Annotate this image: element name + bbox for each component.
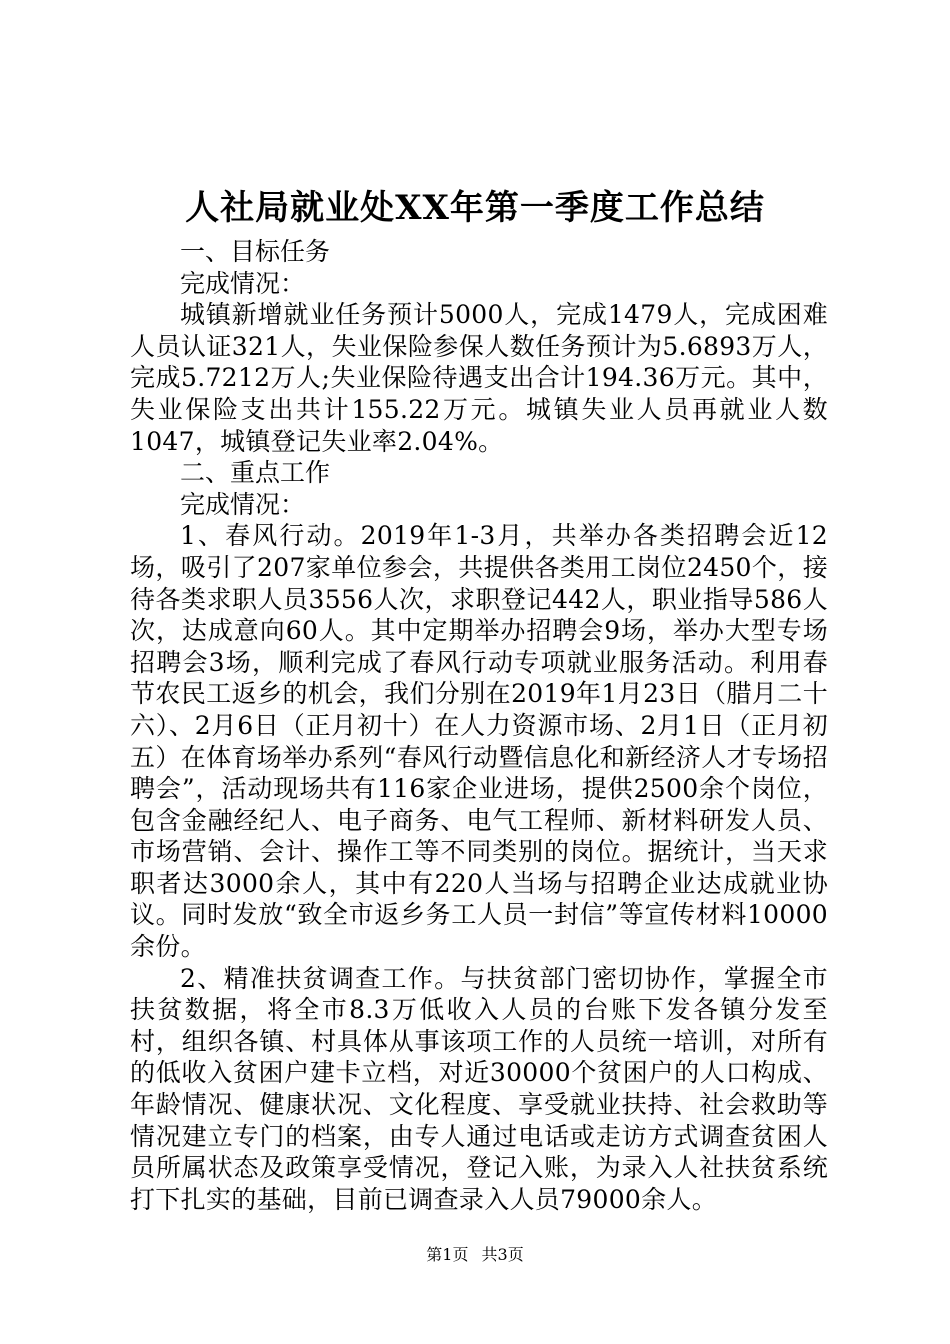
page-total: 共3页: [481, 1245, 524, 1264]
paragraph: 2、精准扶贫调查工作。与扶贫部门密切协作，掌握全市扶贫数据，将全市8.3万低收入人员的台账下发各镇分发至村，组织各镇、村具体从事该项工作的人员统一培训，对所有的低收入贫困户建卡立档，对近30000个贫困户的人口构成、年龄情况、健康状况、文化程度、享受就业扶持、社会救助等情况建立专门的档案，由专人通过电话或走访方式调查贫困人员所属状态及政策享受情况，登记入账，为录入人社扶贫系统打下扎实的基础，目前已调查录入人员79000余人。: [130, 963, 828, 1214]
section-subheading: 完成情况：: [180, 268, 306, 298]
section-heading: 一、目标任务: [180, 237, 331, 266]
document-title: 人社局就业处XX年第一季度工作总结: [185, 188, 765, 228]
page-number: 第1页: [426, 1245, 469, 1264]
document-body: [130, 236, 828, 1215]
paragraph: 1、春风行动。2019年1-3月，共举办各类招聘会近12场，吸引了207家单位参会，共提供各类用工岗位2450个，接待各类求职人员3556人次，求职登记442人，职业指导586人次，达成意向60人。其中定期举办招聘会9场，举办大型专场招聘会3场，顺利完成了春风行动专项就业服务活动。利用春节农民工返乡的机会，我们分别在2019年1月23日（腊月二十六）、2月6日（正月初十）在人力资源市场、2月1日（正月初五）在体育场举办系列“春风行动暨信息化和新经济人才专场招聘会”，活动现场共有116家企业进场，提供2500余个岗位，包含金融经纪人、电子商务、电气工程师、新材料研发人员、市场营销、会计、操作工等不同类别的岗位。据统计，当天求职者达3000余人，其中有220人当场与招聘企业达成就业协议。同时发放“致全市返乡务工人员一封信”等宣传材料10000余份。: [130, 521, 828, 962]
page-footer: [0, 1244, 950, 1266]
section-heading: 二、重点工作: [180, 458, 331, 488]
section-subheading: 完成情况：: [180, 489, 306, 519]
paragraph: 城镇新增就业任务预计5000人，完成1479人，完成困难人员认证321人，失业保险参保人数任务预计为5.6893万人，完成5.7212万人;失业保险待遇支出合计194.36万元。其中，失业保险支出共计155.22万元。城镇失业人员再就业人数1047，城镇登记失业率2.04%。: [130, 300, 828, 456]
